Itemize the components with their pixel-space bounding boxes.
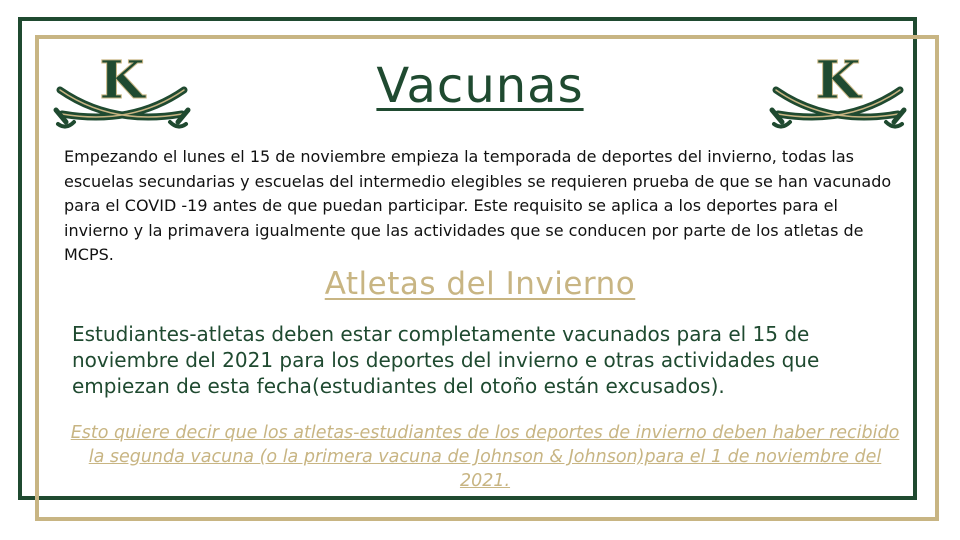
- section-subtitle: Atletas del Invierno: [324, 266, 636, 302]
- page-title: Vacunas: [376, 58, 584, 114]
- intro-paragraph: Empezando el lunes el 15 de noviembre empieza la temporada de deportes del invierno, todas las escuelas secundarias y escuelas del intermedio elegibles se requieren prueba de que se han vacunado para el COVID -19 antes de que puedan participar. Este requisito se aplica a los deportes para el invierno y la primavera igualmente que las actividades que se conducen por parte de los atletas de MCPS.: [64, 147, 892, 264]
- logo-k-letter: K: [99, 50, 145, 111]
- vaccine-deadline-note: Esto quiere decir que los atletas-estudiantes de los deportes de invierno deben haber recibido la segunda vacuna (o la primera vacuna de Johnson & Johnson)para el 1 de noviembre del 2021.: [70, 423, 900, 491]
- logo-k-letter: K: [815, 50, 861, 111]
- athletes-requirement-paragraph: Estudiantes-atletas deben estar completamente vacunados para el 15 de noviembre del 2021 para los deportes del invierno e otras actividades que empiezan de esta fecha(estudiantes del otoño están excusados).: [72, 322, 820, 398]
